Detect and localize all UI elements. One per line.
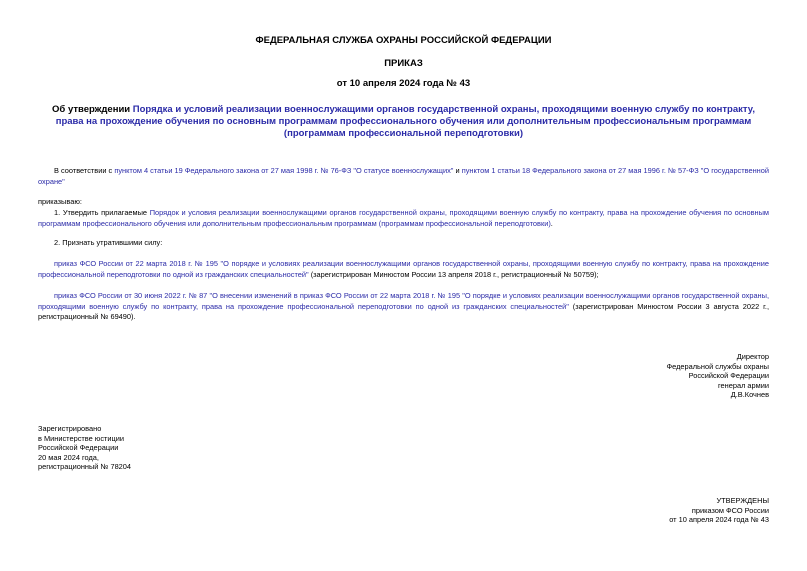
- approval-line: от 10 апреля 2024 года № 43: [669, 515, 769, 525]
- subject-prefix: Об утверждении: [52, 104, 133, 115]
- basis-link-federal-law-57[interactable]: пунктом 1 статьи 18 Федерального закона от 27 мая 1996 г. № 57-ФЗ "О государственной охране": [38, 166, 769, 186]
- item-1-text: 1. Утвердить прилагаемые: [54, 208, 150, 217]
- order-word: приказываю:: [38, 197, 82, 206]
- repealed-act-1-link[interactable]: приказ ФСО России от 22 марта 2018 г. № 195 "О порядке и условиях реализации военнослужащими органов государственной охраны, проходящими военную службу по контракту, права на прохождение профессиональной переподготовки по одной из гражданских специальностей": [38, 259, 769, 279]
- repealed-act-1-text: (зарегистрирован Минюстом России 13 апреля 2018 г., регистрационный № 50759);: [308, 269, 599, 279]
- registration-line: в Министерстве юстиции: [38, 433, 125, 443]
- item-1-link[interactable]: Порядок и условия реализации военнослужащими органов государственной охраны, проходящими военную службу по контракту, права на прохождение обучения по основным программам профессионального обучения или дополнительным профессиональным программам (программам профессиональной переподготовки): [38, 208, 769, 228]
- basis-paragraph: [38, 166, 769, 187]
- basis-text-1: В соответствии с: [54, 166, 115, 175]
- signature-line: генерал армии: [718, 380, 769, 390]
- repealed-act-1: [38, 259, 769, 280]
- approval-line: приказом ФСО России: [691, 505, 769, 515]
- signature-line: Директор: [736, 352, 769, 361]
- registration-line: Зарегистрировано: [38, 424, 102, 433]
- repealed-act-2: [38, 291, 769, 323]
- registration-line: 20 мая 2024 года,: [38, 452, 99, 462]
- registration-line: Российской Федерации: [38, 443, 119, 453]
- document-date-number: от 10 апреля 2024 года № 43: [336, 78, 471, 89]
- item-1-paragraph: [38, 208, 769, 229]
- registration-block: [38, 424, 131, 472]
- item-2-paragraph: 2. Признать утратившими силу:: [54, 238, 163, 247]
- repealed-act-2-text: (зарегистрирован Минюстом России 3 августа 2022 г., регистрационный № 69490).: [38, 301, 769, 321]
- approval-block: [669, 496, 769, 525]
- item-1-end: .: [550, 218, 553, 228]
- basis-text-2: и: [453, 166, 462, 175]
- document-type-heading: ПРИКАЗ: [384, 58, 423, 69]
- signature-line: Федеральной службы охраны: [666, 361, 769, 371]
- registration-line: регистрационный № 78204: [38, 462, 132, 472]
- signature-line: Д.В.Кочнев: [730, 390, 769, 400]
- approval-line: УТВЕРЖДЕНЫ: [716, 496, 769, 505]
- basis-link-federal-law-76[interactable]: пунктом 4 статьи 19 Федерального закона от 27 мая 1998 г. № 76-ФЗ "О статусе военнослужащих": [114, 166, 454, 175]
- document-subject: [40, 104, 767, 140]
- signature-line: Российской Федерации: [688, 371, 769, 381]
- organization-heading: ФЕДЕРАЛЬНАЯ СЛУЖБА ОХРАНЫ РОССИЙСКОЙ ФЕДЕРАЦИИ: [255, 35, 552, 46]
- signature-block: [667, 352, 770, 400]
- repealed-act-2-link[interactable]: приказ ФСО России от 30 июня 2022 г. № 87 "О внесении изменений в приказ ФСО России от 22 марта 2018 г. № 195 "О порядке и условиях реализации военнослужащими органов государственной охраны, проходящими военную службу по контракту, права на прохождение профессиональной переподготовки по одной из гражданских специальностей": [38, 291, 769, 311]
- subject-link[interactable]: Порядка и условий реализации военнослужащими органов государственной охраны, проходящими военную службу по контракту, права на прохождение обучения по основным программам профессионального обучения или дополнительным профессиональным программам (программам профессиональной переподготовки): [55, 104, 755, 139]
